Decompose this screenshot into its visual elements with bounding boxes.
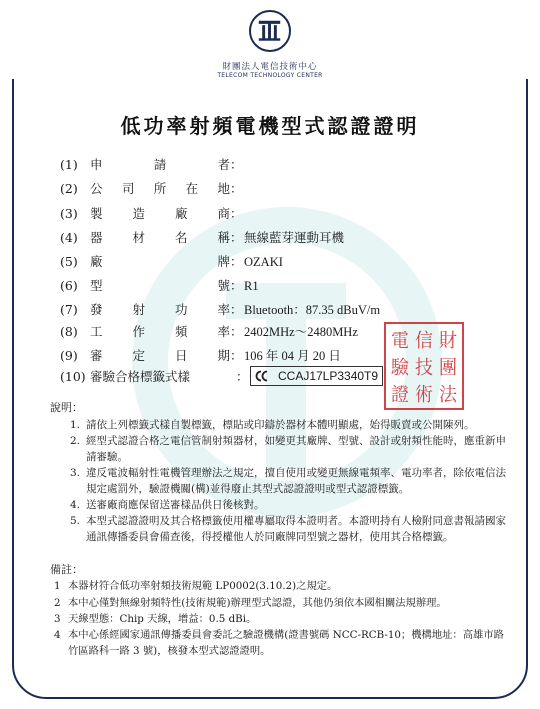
org-name-en: TELECOM TECHNOLOGY CENTER: [217, 72, 323, 79]
field-value: 2402MHz～2480MHz: [244, 325, 358, 339]
note-item: 1. 請依上列標籤式樣自製標籤，標貼或印鑄於器材本體明顯處，始得販賣或公開陳列。: [70, 419, 475, 431]
official-seal: [384, 322, 464, 410]
field-row-approval-label: (10) 審驗合格標籤式樣 ： CCAJ17LP3340T9: [60, 367, 383, 387]
field-number: (7): [60, 302, 78, 317]
field-row: (2) 公 司 所 在 地 ：: [60, 179, 244, 199]
org-logo: [0, 10, 540, 79]
field-value: Bluetooth：87.35 dBuV/m: [244, 303, 381, 317]
document-title: 低功率射頻電機型式認證證明: [120, 114, 420, 138]
field-value: 106 年 04 月 20 日: [244, 349, 341, 363]
field-label: 型 號: [90, 278, 230, 293]
org-name-zh: 財團法人電信技術中心: [222, 62, 318, 72]
field-row: (3) 製 造 廠 商 ：: [60, 204, 244, 224]
field-number: (3): [60, 206, 78, 221]
field-label: 審 定 日 期: [90, 348, 230, 363]
remark-item: 2 本中心僅對無線射頻特性(技術規範)辦理型式認證，其他仍須依本國相關法規辦理。: [54, 597, 447, 609]
field-number: (6): [60, 278, 78, 293]
note-item: 5. 本型式認證證明及其合格標籤使用權專屬取得本證明者。本證明持有人檢附同意書報請國家通訊傳播委員會備查後，得授權他人於同廠牌同型號之器材，使用其合格標籤。: [70, 515, 506, 543]
approval-code: CCAJ17LP3340T9: [278, 369, 379, 383]
field-label: 工 作 頻 率: [90, 324, 230, 339]
remark-item: 3 天線型態：Chip 天線，增益：0.5 dBi。: [54, 613, 257, 625]
seal-character: 電: [391, 329, 409, 352]
field-label: 申 請 者: [90, 157, 230, 172]
field-label: 器 材 名 稱: [90, 230, 230, 245]
seal-character: 證: [391, 383, 409, 406]
field-row: (6) 型 號 ： R1: [60, 276, 259, 296]
note-item: 2. 經型式認證合格之電信管制射頻器材，如變更其廠牌、型號、設計或射頻性能時，應重新申請審驗。: [70, 435, 506, 463]
note-item: 3. 違反電波輻射性電機管理辦法之規定，擅自使用或變更無線電頻率、電功率者，除依電信法規定處罰外，驗證機關(構)並得廢止其型式認證證明或型式認證標籤。: [70, 467, 506, 495]
field-row: (7) 發 射 功 率 ： Bluetooth：87.35 dBuV/m: [60, 300, 380, 320]
field-row: (5) 廠 牌 ： OZAKI: [60, 252, 283, 272]
remarks-title: 備註：: [50, 563, 83, 576]
field-value: R1: [244, 279, 259, 293]
field-value: 無線藍芽運動耳機: [244, 231, 345, 245]
approval-label-sample: [250, 366, 383, 386]
field-row: (8) 工 作 頻 率 ： 2402MHz～2480MHz: [60, 322, 358, 342]
field-number: (4): [60, 230, 78, 245]
field-number: (9): [60, 348, 78, 363]
seal-character: 技: [415, 356, 433, 379]
field-number: (10): [60, 369, 86, 384]
field-row: (9) 審 定 日 期 ： 106 年 04 月 20 日: [60, 346, 341, 366]
seal-character: 信: [415, 329, 433, 352]
field-value: OZAKI: [244, 255, 283, 269]
ttc-logo-icon: [249, 10, 291, 52]
seal-character: 法: [439, 383, 457, 406]
seal-character: 財: [439, 329, 457, 352]
remark-item: 4 本中心係經國家通訊傳播委員會委託之驗證機構(證書號碼 NCC-RCB-10；機構地址：高雄市路竹區路科一路 3 號)，核發本型式認證證明。: [54, 629, 504, 657]
field-label: 廠 牌: [90, 254, 230, 269]
field-row: (1) 申 請 者 ：: [60, 155, 244, 175]
seal-character: 團: [439, 356, 457, 379]
field-label: 公 司 所 在 地: [90, 181, 230, 196]
seal-character: 術: [415, 383, 433, 406]
seal-character: 驗: [391, 356, 409, 379]
remark-item: 1 本器材符合低功率射頻技術規範 LP0002(3.10.2)之規定。: [54, 580, 338, 592]
field-number: (1): [60, 157, 78, 172]
field-label: 製 造 廠 商: [90, 206, 230, 221]
field-row: (4) 器 材 名 稱 ： 無線藍芽運動耳機: [60, 228, 344, 248]
note-item: 4. 送審廠商應保留送審樣品供日後核對。: [70, 499, 265, 511]
field-number: (5): [60, 254, 78, 269]
field-number: (8): [60, 324, 78, 339]
field-number: (2): [60, 181, 78, 196]
ncc-c-mark-icon: [254, 370, 274, 382]
field-label: 審驗合格標籤式樣: [90, 369, 191, 384]
field-label: 發 射 功 率: [90, 302, 230, 317]
notes-title: 說明：: [50, 401, 83, 414]
